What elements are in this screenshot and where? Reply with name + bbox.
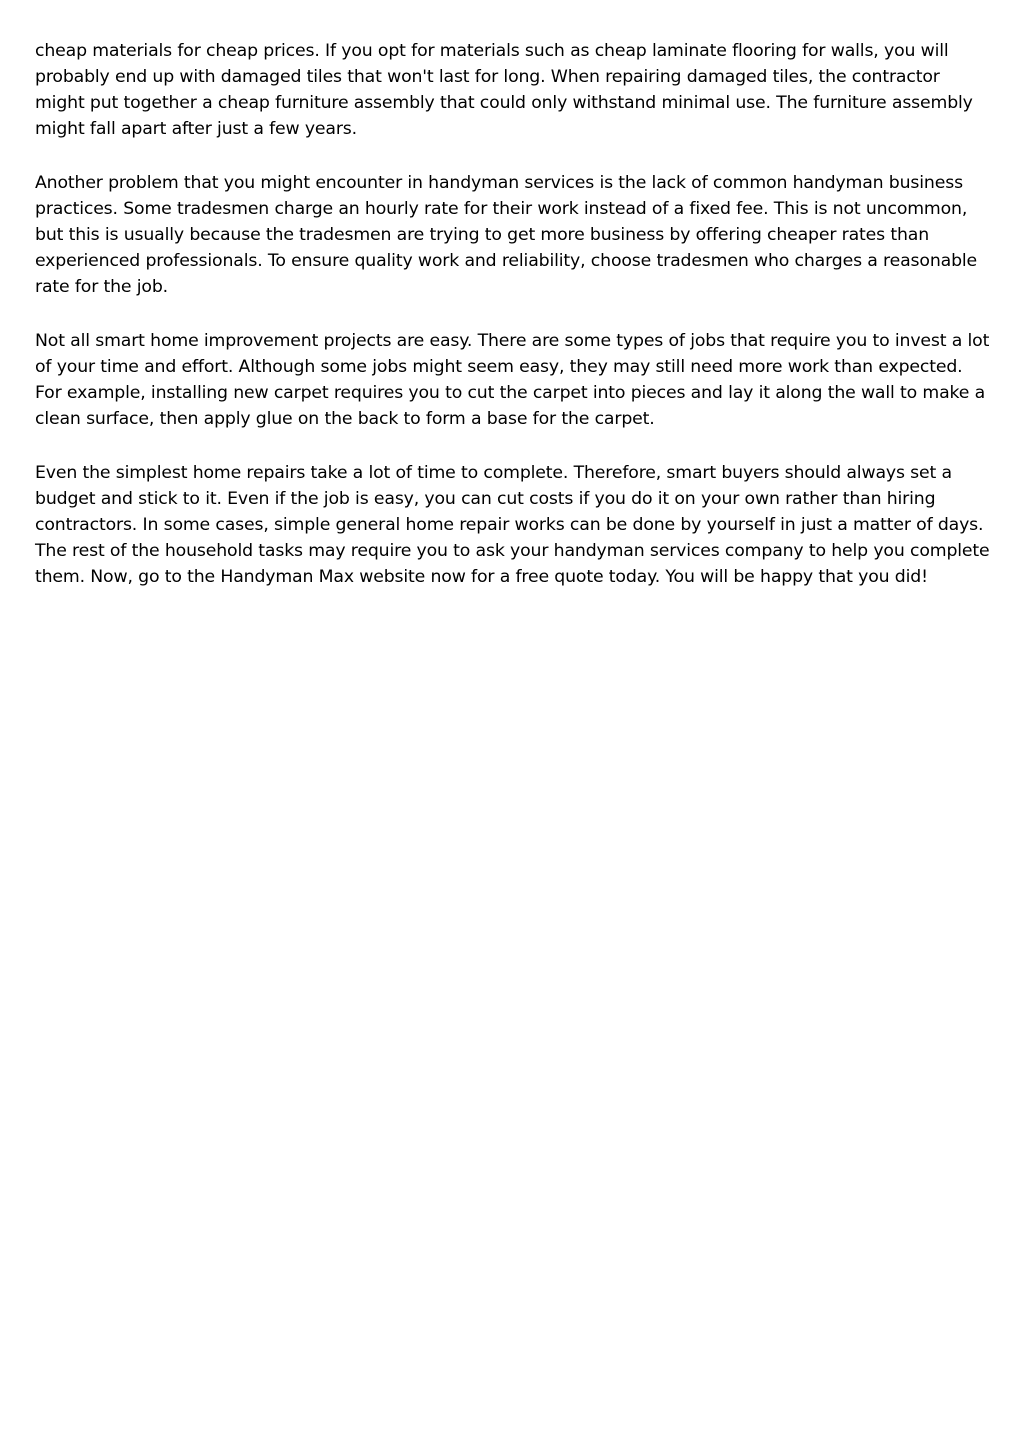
article-body	[35, 38, 990, 590]
paragraph-smart-home-projects: Not all smart home improvement projects are easy. There are some types of jobs that require you to invest a lot of your time and effort. Although some jobs might seem easy, they may still need more work than expected. For example, installing new carpet requires you to cut the carpet into pieces and lay it along the wall to make a clean surface, then apply glue on the back to form a base for the carpet.	[35, 331, 990, 429]
paragraph-cheap-materials: cheap materials for cheap prices. If you opt for materials such as cheap laminate flooring for walls, you will probably end up with damaged tiles that won't last for long. When repairing damaged tiles, the contractor might put together a cheap furniture assembly that could only withstand minimal use. The furniture assembly might fall apart after just a few years.	[35, 41, 973, 139]
paragraph-business-practices: Another problem that you might encounter in handyman services is the lack of common handyman business practices. Some tradesmen charge an hourly rate for their work instead of a fixed fee. This is not uncommon, but this is usually because the tradesmen are trying to get more business by offering cheaper rates than experienced professionals. To ensure quality work and reliability, choose tradesmen who charges a reasonable rate for the job.	[35, 173, 978, 297]
paragraph-home-repairs-budget: Even the simplest home repairs take a lot of time to complete. Therefore, smart buyers should always set a budget and stick to it. Even if the job is easy, you can cut costs if you do it on your own rather than hiring contractors. In some cases, simple general home repair works can be done by yourself in just a matter of days. The rest of the household tasks may require you to ask your handyman services company to help you complete them. Now, go to the Handyman Max website now for a free quote today. You will be happy that you did!	[35, 463, 990, 587]
